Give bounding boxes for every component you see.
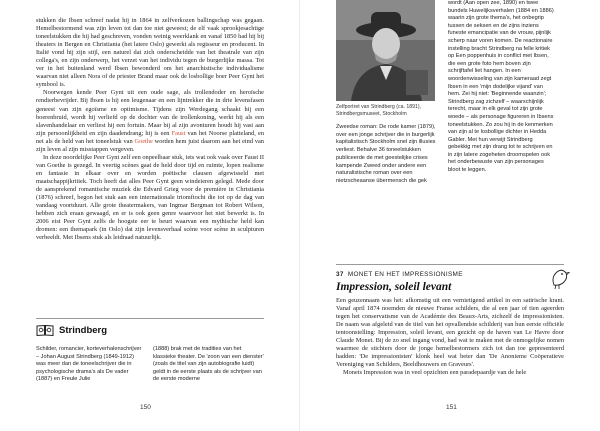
box-title: Strindberg <box>59 324 108 336</box>
section-number: 37 <box>336 271 344 278</box>
right-page <box>300 0 600 431</box>
bird-icon <box>548 266 570 290</box>
page-number: 151 <box>446 404 457 411</box>
section-header <box>336 271 463 278</box>
book-glasses-icon <box>36 323 54 337</box>
section-title: Impression, soleil levant <box>336 281 452 293</box>
paragraph: Noorwegen kende Peer Gynt uit een oude sage, als trollendoder en heroïsche rendierbevrijder. Bij Ibsen is hij een leugenaar en een lijntrekker die in drie levensfasen geneest van zijn egoïsme en optimisme. Tijdens zijn Werdegang schaakt hij een boerenbruid, wordt hij verliefd op de dochter van de trollenkoning, werkt hij als een slavenhandelaar en verliest hij een fortuin. Maar bij al zijn avonturen houdt hij vast aan zijn persoonlijkheid en zijn daadendrang; hij is een Faust van het Noorse platteland, en net als de held van het toneelstuk van Goethe worden hem juist daarom aan het eind van zijn leven al zijn misstappen vergeven. <box>36 89 264 153</box>
left-body-text <box>36 17 264 242</box>
right-body-text <box>336 297 564 377</box>
section-divider <box>336 264 564 265</box>
page-number: 150 <box>140 404 151 411</box>
box-column-3: Zweedse roman: De rode kamer (1879), over een jonge schrijver die in burgerlijk kapitalistisch Stockholm snel zijn illusies verliest. Behalve 36 toneelstukken publiceerde de met geestelijke crises kampende Zweed onder andere een naturalistische roman over een nietzscheaanse übermensch die gek <box>336 124 436 184</box>
faust-link[interactable]: Faust <box>171 129 186 137</box>
paragraph: Een geuzennaam was het: afkomstig uit een vernietigend artikel in een satirische krant. Vanaf april 1874 noemden de nieuwe Franse schilders, die al een jaar of tien ageerden tegen het conservatisme van de Académie des Beaux-Arts, zichzelf de impressionisten. De naam was afgeleid van de titel van het opvallendste schilderij van hun eerste officiële tentoonstelling: Impression, soleil levant, een gezicht op de haven van Le Havre door Claude Monet. Bij de zo snel ingang vond, had wat te maken met de onmogelijke nomen waarmee de stichters door de jonge hemelbestormers zich tot dan toe gepresenteerd hadden: 'De impressionisten' klonk heel wat beter dan 'De Anonieme Coöperatieve Vereniging van Schilders, Beeldhouwers en Graveurs'. <box>336 297 564 369</box>
strindberg-portrait-photo <box>336 0 435 101</box>
goethe-link[interactable]: Goethe <box>134 137 153 145</box>
paragraph: In deze noordelijke Peer Gynt zelf een onpeelbaar stuk, iets wat ook vaak over Faust II van Goethe is gezegd. In veertig scènes gaat de held door tijd en ruimte, lopen realisme en fantasie in elkaar over en worden poëtische clausen afgewisseld met maatschappijkritiek. Toch heeft dat alles Peer Gynt geen windeieren gelegd. Mede door de aansprekend romantische muziek die Edvard Grieg voor de première in Christiania (1876) schreef, begon het stuk aan een internationale triomftocht die tot op de dag van vandaag voortduurt. Alle grote theatermakers, van Ingmar Bergman tot Robert Wilson, hebben zich eraan gewaagd, en er is ook geen genre waarvoor het niet bewerkt is. In 2006 eist Peer Gynt zelfs de hoogste eer te beurt waarvan een mythische held kan dromen: een themapark (in Oslo) dat zijn levensverhaal scène voor scène in sculpturen verbeeldt. Met Ibsens stuk als leidraad natuurlijk. <box>36 153 264 242</box>
paragraph: stukken die Ibsen schreef nadat hij in 1864 in zelfverkozen ballingschap was gegaan. Hemelbestormend was zijn leven tot dan toe niet geweest; de elf vaak sprookjesachtige toneelstukken die hij had geschreven, vonden weinig weerklank en vanaf 1850 had hij bij theaters in Bergen en Christiania (het latere Oslo) gewerkt als regisseur en producent. In Italië vond hij zijn stijl, een naturel dat zich onderscheidde van het theatrale van zijn collega's, en zijn onderwerp, het verzet van het individu tegen de burgerlijke massa. Tot ver in het buitenland werd Ibsen bewonderd om het anarchistische individualisme waarvan niet alleen Nora of de priester Brand maar ook de losbollige boer Peer Gynt het symbool is. <box>36 17 264 89</box>
section-label: MONET EN HET IMPRESSIONISME <box>347 271 463 278</box>
box-column-1: Schilder, romancier, korteverhalenschrijver – Johan August Strindberg (1849-1912) was meer dan de toneelschrijver die in psychologische drama's als De vader (1887) en Freule Julie <box>36 346 142 383</box>
paragraph: Monets Impression was in veel opzichten een paradepaardje van de hele <box>343 369 527 377</box>
box-column-2: (1888) brak met de tradities van het klassieke theater. De 'zoon van een dienster' (zoals de titel van zijn autobiografie luidt) geldt in de eerste plaats als de schrijver van de eerste moderne <box>153 346 264 383</box>
photo-caption: Zelfportret van Strindberg (ca. 1891), Strindbergsmuseet, Stockholm <box>336 104 422 117</box>
box-divider <box>36 318 264 319</box>
info-box-header <box>36 323 107 337</box>
box-column-4: wordt (Aan open zee, 1890) en twee bundels Huwelijksverhalen (1884 en 1886) waarin zijn grote thema's, het onbegrip tussen de seksen en de zijns inziens funeste emancipatie van de vrouw, pijnlijk scherp naar voren komen. De reactionaire instelling bracht Strindberg na felle kritiek op Een poppenhuis in conflict met Ibsen, die een grote foto hem boven zijn schrijftafel liet hangen. In een woordenwisseling van zijn kameraad zegt Ibsen in een 'mijn dodelijke vijand' van hem. Zei hij niet: 'Beginnende waanzin'; Strindberg zag zichzelf – waarschijnlijk terecht, maar in elk geval tot zijn grote woede – als personage figureren in Ibsens toneelstukken. Zo zou hij in de kenmerken van zijn al te losbollige dichter in Hedda Gabler. Met hun verwijt Strindberg gebekkig met zijn drang tot te schrijven en in zijn latere zogeheten droomspelen ook het onderbewuste van zijn personages bloot te leggen. <box>448 0 554 174</box>
